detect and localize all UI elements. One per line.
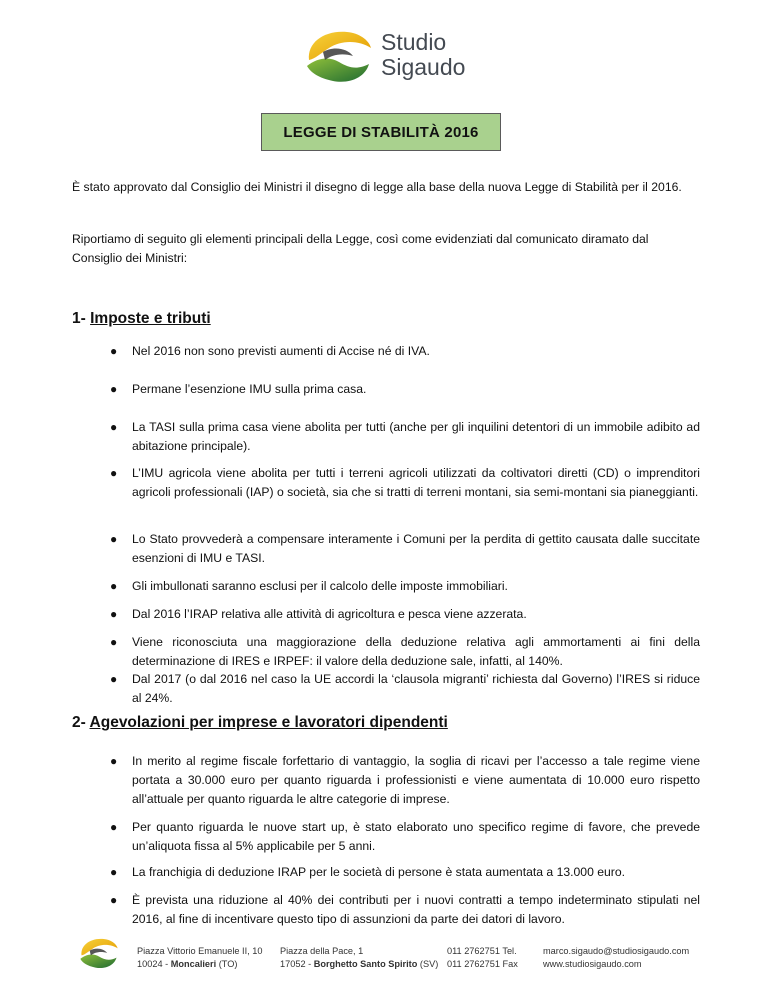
list-item: ● Lo Stato provvederà a compensare interamente i Comuni per la perdita di gettito causata dalle succitate esenzioni di IMU e TASI.: [110, 532, 700, 565]
bullet-icon: ●: [110, 579, 118, 593]
footer-phones: 011 2762751 Tel. 011 2762751 Fax: [447, 946, 518, 969]
bullet-icon: ●: [110, 865, 118, 879]
footer-contacts: [543, 945, 689, 971]
list-item: ● La TASI sulla prima casa viene abolita per tutti (anche per gli inquilini detentori di un immobile adibito ad abitazione principale).: [110, 420, 700, 453]
list-item: ● Gli imbullonati saranno esclusi per il calcolo delle imposte immobiliari.: [72, 577, 700, 596]
bullet-icon: ●: [110, 420, 118, 434]
footer-logo-icon: [78, 935, 120, 971]
section-heading-imposte: [72, 310, 211, 328]
list-item: ● In merito al regime fiscale forfettario di vantaggio, la soglia di ricavi per l’accesso a tale regime viene portata a 30.000 euro per quanto riguarda i professionisti e viene aumentata di 10.000 euro rispetto all’attuale per quanto riguarda le altre categorie di imprese.: [110, 754, 700, 806]
bullet-icon: ●: [110, 607, 118, 621]
bullet-icon: ●: [110, 754, 118, 768]
list-item: ● Per quanto riguarda le nuove start up, è stato elaborato uno specifico regime di favore, che prevede un’aliquota fissa al 5% applicabile per 5 anni.: [110, 820, 700, 853]
bullet-icon: ●: [110, 635, 118, 649]
bullet-icon: ●: [110, 344, 118, 358]
list-item: ● Nel 2016 non sono previsti aumenti di Accise né di IVA.: [72, 342, 700, 361]
list-item: ● La franchigia di deduzione IRAP per le società di persone è stata aumentata a 13.000 euro.: [72, 863, 700, 882]
bullet-icon: ●: [110, 672, 118, 686]
section-title: Imposte e tributi: [90, 310, 211, 327]
list-item: ● Viene riconosciuta una maggiorazione della deduzione relativa agli ammortamenti ai fini della determinazione di IRES e IRPEF: il valore della deduzione sale, infatti, al 140%.: [110, 635, 700, 668]
section-title: Agevolazioni per imprese e lavoratori dipendenti: [89, 714, 448, 731]
intro-paragraph-1: È stato approvato dal Consiglio dei Ministri il disegno di legge alla base della nuova Legge di Stabilità per il 2016.: [72, 180, 682, 194]
footer-office-borghetto: Piazza della Pace, 1 17052 - Borghetto Santo Spirito (SV): [280, 946, 439, 969]
bullet-icon: ●: [110, 466, 118, 480]
logo-line-1: Studio: [381, 29, 447, 55]
section-number: 2-: [72, 714, 86, 731]
list-item: ● L’IMU agricola viene abolita per tutti i terreni agricoli utilizzati da coltivatori diretti (CD) o imprenditori agricoli professionali (IAP) o società, sia che si tratti di terreni montani, sia semi-montani sia pianeggianti.: [110, 466, 700, 499]
footer-email-link[interactable]: marco.sigaudo@studiosigaudo.com: [543, 946, 690, 956]
logo-line-2: Sigaudo: [381, 54, 466, 80]
bullet-icon: ●: [110, 382, 118, 396]
section-number: 1-: [72, 310, 86, 327]
list-item: ● È prevista una riduzione al 40% dei contributi per i nuovi contratti a tempo indeterminato stipulati nel 2016, al fine di incentivare questo tipo di assunzioni da parte dei datori di lavoro.: [110, 893, 700, 926]
footer-website-link[interactable]: www.studiosigaudo.com: [543, 959, 642, 969]
section-heading-agevolazioni: [72, 714, 448, 732]
bullet-icon: ●: [110, 820, 118, 834]
studio-logo: [303, 26, 473, 86]
bullet-icon: ●: [110, 532, 118, 546]
bullet-icon: ●: [110, 893, 118, 907]
list-item: ● Dal 2017 (o dal 2016 nel caso la UE accordi la ‘clausola migranti’ richiesta dal Governo) l’IRES si riduce al 24%.: [110, 672, 700, 705]
logo-emblem-icon: [303, 26, 375, 86]
intro-paragraph-2: Riportiamo di seguito gli elementi principali della Legge, così come evidenziati dal comunicato diramato dal Consiglio dei Ministri:: [72, 232, 649, 265]
page-footer: [0, 935, 768, 985]
list-item: ● Dal 2016 l’IRAP relativa alle attività di agricoltura e pesca viene azzerata.: [72, 605, 700, 624]
footer-office-moncalieri: Piazza Vittorio Emanuele II, 10 10024 - Moncalieri (TO): [137, 946, 263, 969]
list-item: ● Permane l’esenzione IMU sulla prima casa.: [72, 380, 700, 399]
document-title: LEGGE DI STABILITÀ 2016: [261, 113, 501, 151]
